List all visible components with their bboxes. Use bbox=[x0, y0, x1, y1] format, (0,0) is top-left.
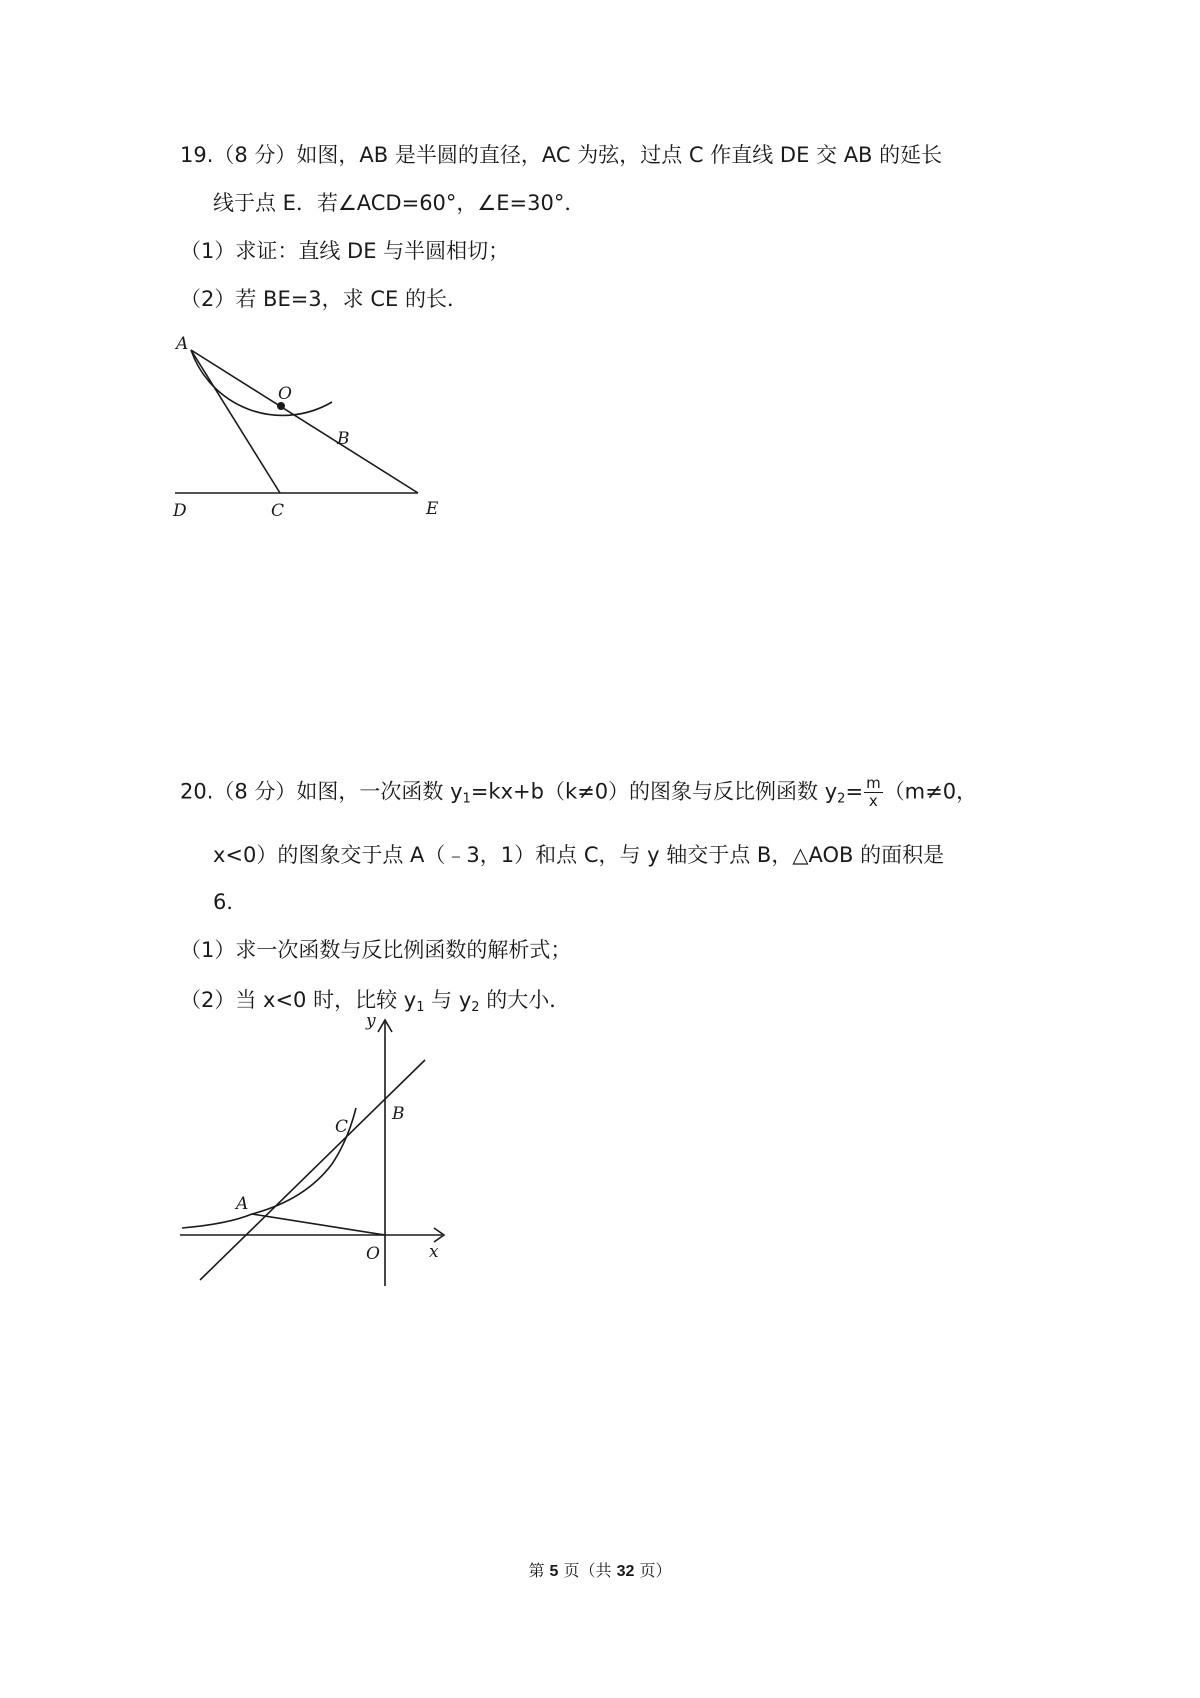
segment-AO bbox=[252, 1214, 385, 1235]
fraction-m-over-x bbox=[864, 775, 883, 810]
label-E: E bbox=[426, 499, 439, 519]
label-y: y bbox=[366, 1011, 376, 1031]
q20-line1-b: =kx+b（k≠0）的图象与反比例函数 y bbox=[470, 779, 838, 804]
footer-total-pages: 32 bbox=[616, 1563, 635, 1580]
q19-part1: （1）求证：直线 DE 与半圆相切； bbox=[180, 239, 510, 263]
label-B: B bbox=[392, 1104, 405, 1124]
linear-function-line bbox=[200, 1060, 425, 1280]
q19-part2: （2）若 BE=3，求 CE 的长． bbox=[180, 287, 468, 311]
label-B: B bbox=[337, 429, 350, 449]
q19-figure bbox=[173, 334, 439, 521]
q20-part2-sub2: 2 bbox=[471, 1000, 480, 1015]
q20-line1-sub1: 1 bbox=[462, 791, 471, 807]
q19-line2: 线于点 E．若∠ACD=60°，∠E=30°． bbox=[213, 191, 586, 215]
page-footer bbox=[0, 1558, 1200, 1581]
q20-part2-b: 与 y bbox=[424, 988, 472, 1012]
q20-part2-a: （2）当 x<0 时，比较 y bbox=[180, 988, 417, 1012]
q20-part2-c: 的大小． bbox=[479, 988, 571, 1012]
label-C: C bbox=[271, 501, 285, 521]
label-x: x bbox=[429, 1242, 439, 1262]
label-D: D bbox=[173, 501, 187, 521]
fraction-numerator: m bbox=[866, 774, 881, 792]
footer-suffix: 页） bbox=[634, 1561, 672, 1580]
q20-part1: （1）求一次函数与反比例函数的解析式； bbox=[180, 938, 572, 962]
label-O: O bbox=[366, 1244, 380, 1264]
q20-line1-sub2: 2 bbox=[837, 791, 846, 807]
label-C: C bbox=[335, 1117, 349, 1137]
q20-line2: x<0）的图象交于点 A（﹣3，1）和点 C，与 y 轴交于点 B，△AOB 的面积是 bbox=[213, 843, 945, 867]
q20-line3: 6． bbox=[213, 890, 248, 914]
line-AE bbox=[191, 350, 418, 493]
footer-page-number: 5 bbox=[549, 1563, 559, 1580]
label-O: O bbox=[278, 384, 292, 404]
fraction-denominator: x bbox=[868, 792, 878, 810]
q20-part2-sub1: 1 bbox=[416, 1000, 425, 1015]
q20-line1-a: 20.（8 分）如图，一次函数 y bbox=[180, 779, 463, 804]
chord-AC bbox=[191, 350, 280, 493]
q20-line1 bbox=[180, 775, 977, 815]
q20-figure bbox=[180, 1011, 450, 1288]
q19-line1: 19.（8 分）如图，AB 是半圆的直径，AC 为弦，过点 C 作直线 DE 交 AB 的延长 bbox=[180, 143, 943, 167]
label-A: A bbox=[176, 334, 189, 354]
q20-line1-eq: = bbox=[845, 779, 864, 804]
hyperbola-curve bbox=[182, 1108, 356, 1228]
footer-middle: 页（共 bbox=[558, 1561, 617, 1580]
label-A: A bbox=[236, 1194, 249, 1214]
footer-prefix: 第 bbox=[528, 1561, 550, 1580]
q20-line1-c: （m≠0， bbox=[883, 779, 978, 804]
